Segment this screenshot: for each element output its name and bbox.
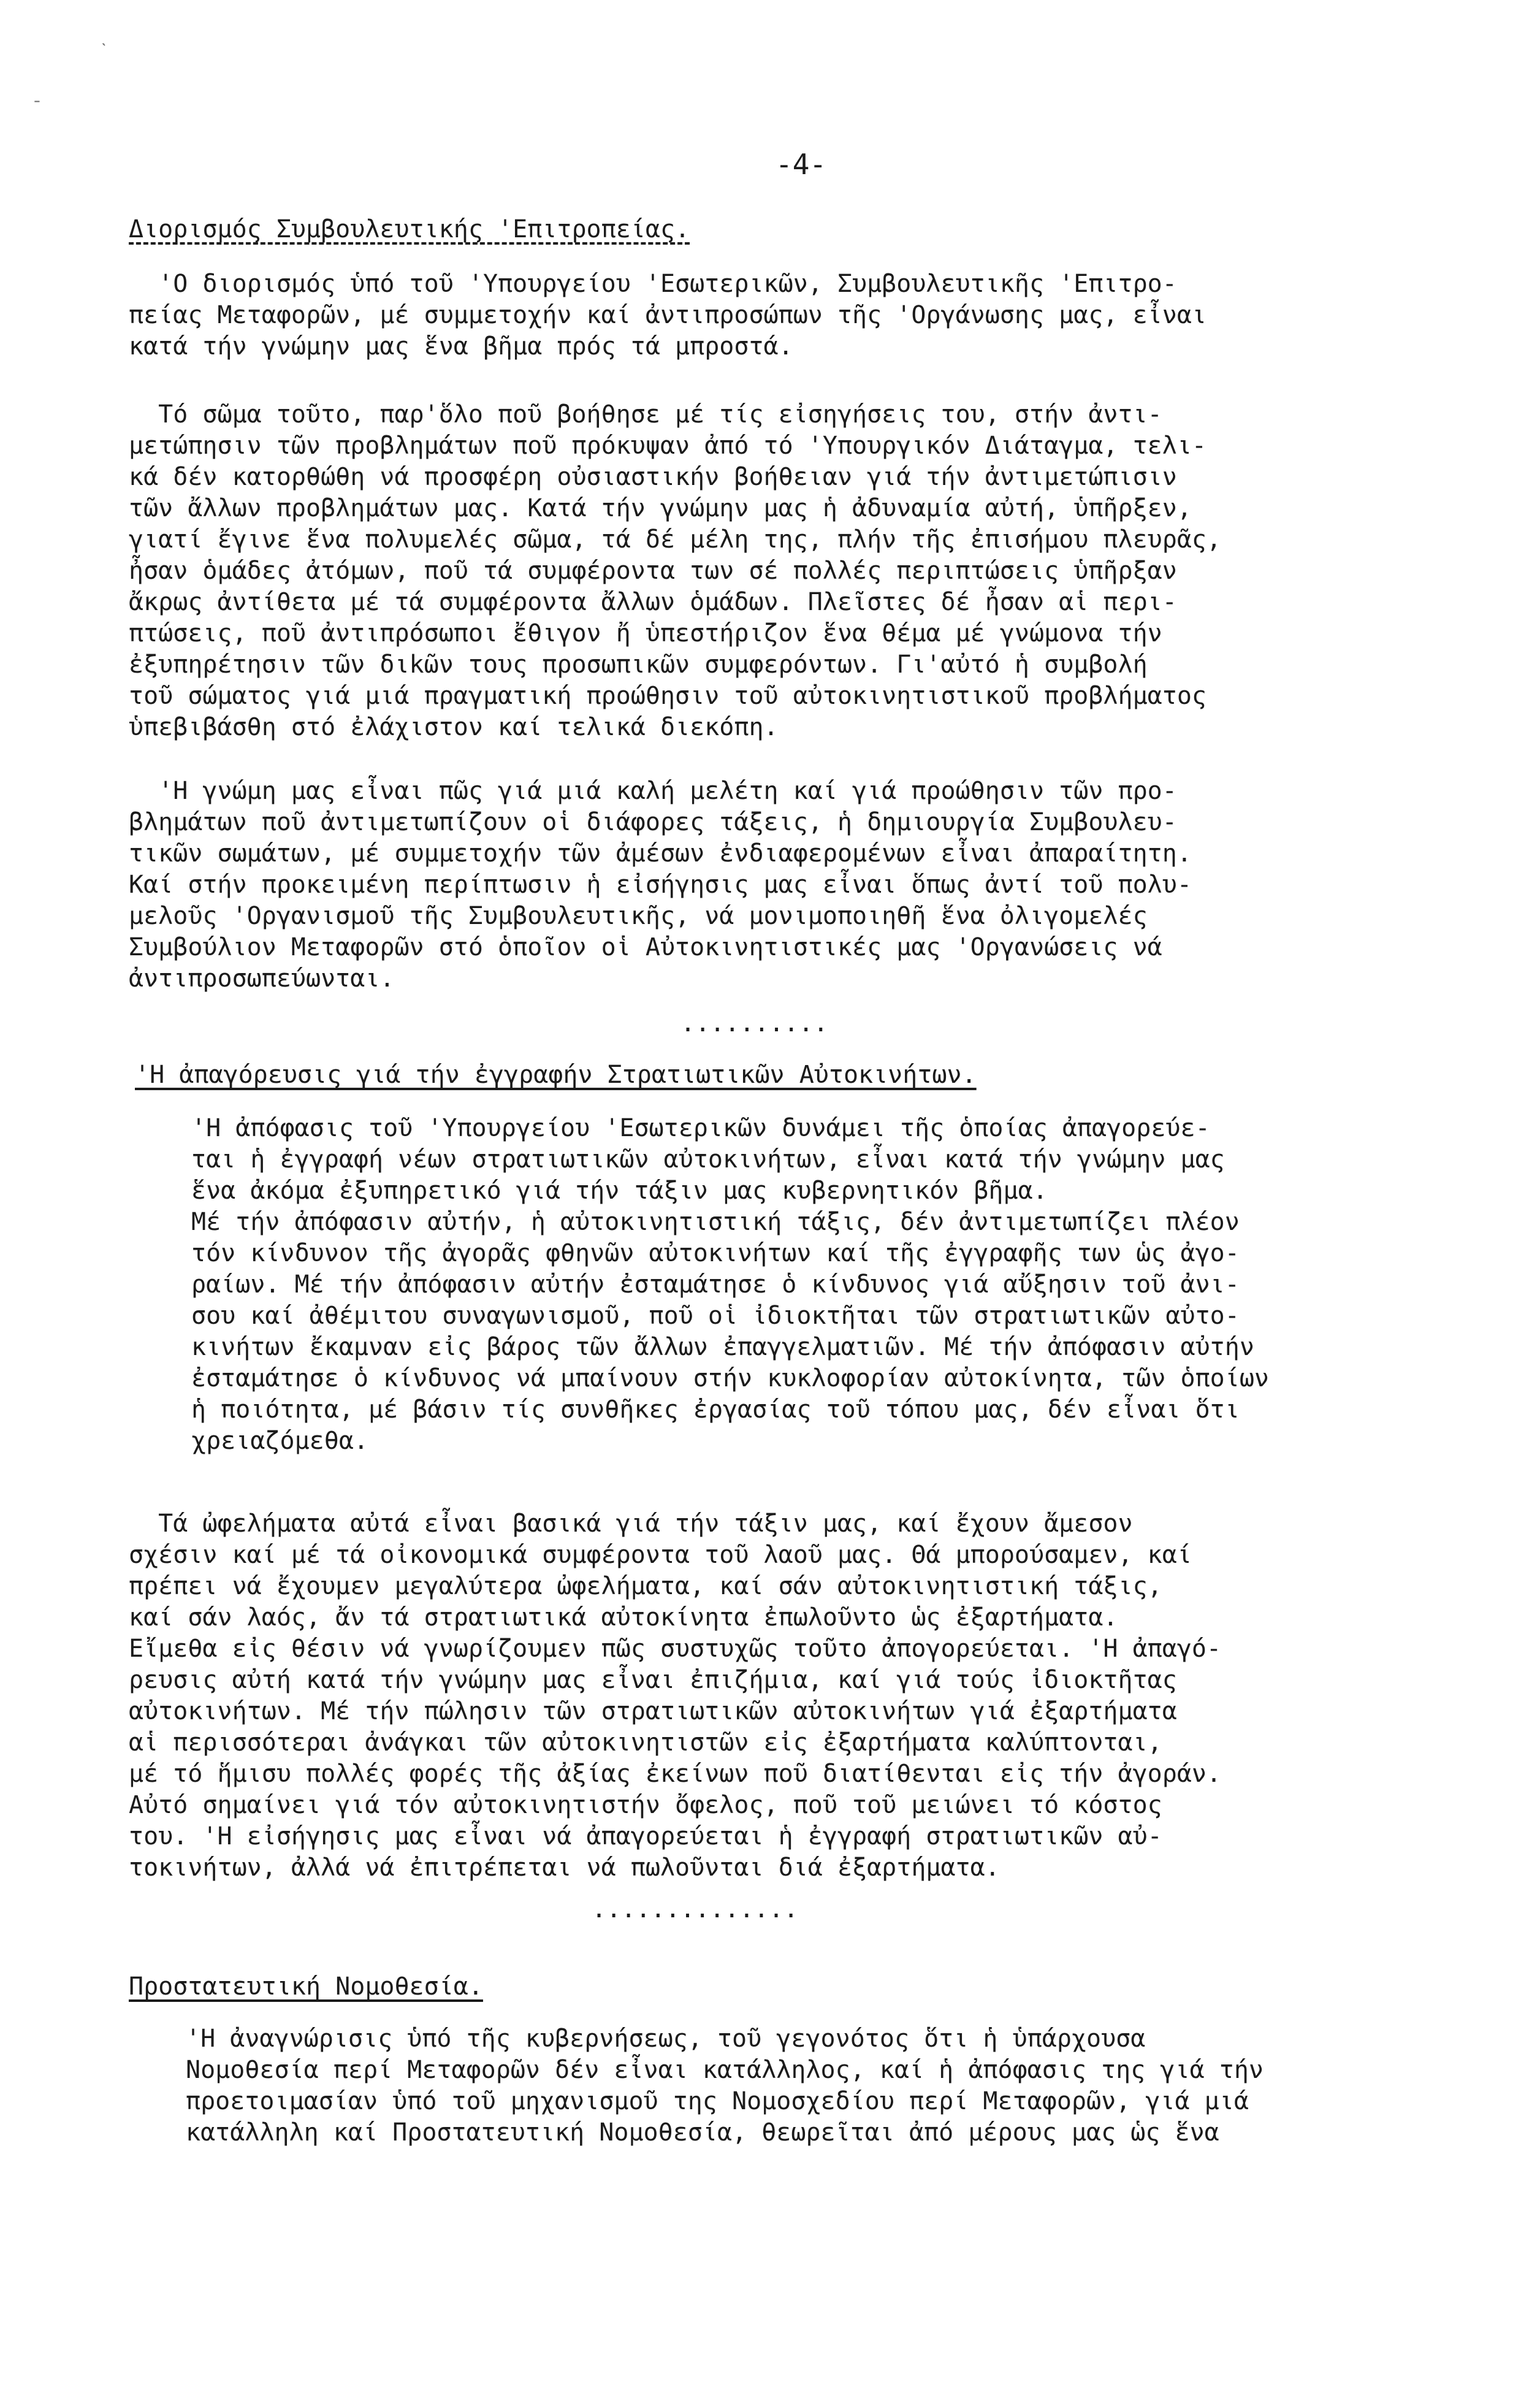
paragraph: 'Η ἀπόφασις τοῦ 'Υπουργείου 'Εσωτερικῶν δυνάμει τῆς ὁποίας ἀπαγορεύε- ται ἡ ἐγγραφή νέων στρατιωτικῶν αὐτοκινήτων, εἶναι κατά τήν γνώμην μας ἕνα ἀκόμα ἐξυπηρετικό γιά τήν τάξιν μας κυβερνητικόν βῆμα. Μέ τήν ἀπόφασιν αὐτήν, ἡ αὐτοκινητιστική τάξις, δέν ἀντιμετωπίζει πλέον τόν κίνδυνον τῆς ἀγορᾶς φθηνῶν αὐτοκινήτων καί τῆς ἐγγραφῆς των ὡς ἀγο- ραίων. Μέ τήν ἀπόφασιν αὐτήν ἐσταμάτησε ὁ κίνδυνος γιά αὔξησιν τοῦ ἀνι- σου καί ἀθέμιτου συναγωνισμοῦ, ποῦ οἱ ἰδιοκτῆται τῶν στρατιωτικῶν αὐτο- κινήτων ἔκαμναν εἰς βάρος τῶν ἄλλων ἐπαγγελματιῶν. Μέ τήν ἀπόφασιν αὐτήν ἐσταμάτησε ὁ κίνδυνος νά μπαίνουν στήν κυκλοφορίαν αὐτοκίνητα, τῶν ὁποίων ἡ ποιότητα, μέ βάσιν τίς συνθῆκες ἐργασίας τοῦ τόπου μας, δέν εἶναι ὅτι χρειαζόμεθα. [191,1114,1269,1455]
scan-mark: ˋ [99,40,110,60]
paragraph: 'Η ἀναγνώρισις ὑπό τῆς κυβερνήσεως, τοῦ γεγονότος ὅτι ἡ ὑπάρχουσα Νομοθεσία περί Μεταφορῶν δέν εἶναι κατάλληλος, καί ἡ ἀπόφασις της γιά τήν προετοιμασίαν ὑπό τοῦ μηχανισμοῦ της Νομοσχεδίου περί Μεταφορῶν, γιά μιά κατάλληλη καί Προστατευτική Νομοθεσία, θεωρεῖται ἀπό μέρους μας ὡς ἕνα [186,2025,1264,2147]
section-heading: Διορισμός Συμβουλευτικής 'Επιτροπείας. [129,215,690,243]
scan-mark: ˉ [32,97,42,118]
paragraph: 'Η γνώμη μας εἶναι πῶς γιά μιά καλή μελέτη καί γιά προώθησιν τῶν προ- βλημάτων ποῦ ἀντιμετωπίζουν οἱ διάφορες τάξεις, ἡ δημιουργία Συμβουλευ- τικῶν σωμάτων, μέ συμμετοχήν τῶν ἀμέσων ἐνδιαφερομένων εἶναι ἀπαραίτητη. Καί στήν προκειμένη περίπτωσιν ἡ εἰσήγησις μας εἶναι ὅπως ἀντί τοῦ πολυ- μελοῦς 'Οργανισμοῦ τῆς Συμβουλευτικῆς, νά μονιμοποιηθῆ ἕνα ὀλιγομελές Συμβούλιον Μεταφορῶν στό ὁποῖον οἱ Αὐτοκινητιστικές μας 'Οργανώσεις νά ἀντιπροσωπεύωνται. [129,777,1192,993]
paragraph: 'Ο διορισμός ὑπό τοῦ 'Υπουργείου 'Εσωτερικῶν, Συμβουλευτικῆς 'Επιτρο- πείας Μεταφορῶν, μέ συμμετοχήν καί ἀντιπροσώπων τῆς 'Οργάνωσης μας, εἶναι κατά τήν γνώμην μας ἕνα βῆμα πρός τά μπροστά. [129,270,1206,361]
section-separator: .............. [592,1895,799,1923]
section-separator: .......... [680,1009,828,1037]
section-heading: 'Η ἀπαγόρευσις γιά τήν ἐγγραφήν Στρατιωτικῶν Αὐτοκινήτων. [135,1061,977,1089]
paragraph: Τό σῶμα τοῦτο, παρ'ὅλο ποῦ βοήθησε μέ τίς εἰσηγήσεις του, στήν ἀντι- μετώπησιν τῶν προβλημάτων ποῦ πρόκυψαν ἀπό τό 'Υπουργικόν Διάταγμα, τελι- κά δέν κατορθώθη νά προσφέρη οὐσιαστικήν βοήθειαν γιά τήν ἀντιμετώπισιν τῶν ἄλλων προβλημάτων μας. Κατά τήν γνώμην μας ἡ ἀδυναμία αὐτή, ὑπῆρξεν, γιατί ἔγινε ἕνα πολυμελές σῶμα, τά δέ μέλη της, πλήν τῆς ἐπισήμου πλευρᾶς, ἦσαν ὁμάδες ἀτόμων, ποῦ τά συμφέροντα των σέ πολλές περιπτώσεις ὑπῆρξαν ἄκρως ἀντίθετα μέ τά συμφέροντα ἄλλων ὁμάδων. Πλεῖστες δέ ἦσαν αἱ περι- πτώσεις, ποῦ ἀντιπρόσωποι ἔθιγον ἤ ὑπεστήριζον ἕνα θέμα μέ γνώμονα τήν ἐξυπηρέτησιν τῶν διkῶν τους προσωπικῶν συμφερόντων. Γι'αὐτό ἡ συμβολή τοῦ σώματος γιά μιά πραγματική προώθησιν τοῦ αὐτοκινητιστικοῦ προβλήματος ὑπεβιβάσθη στό ἐλάχιστον καί τελικά διεκόπη. [129,400,1222,741]
page-number: -4- [776,148,827,181]
paragraph: Τά ὠφελήματα αὐτά εἶναι βασικά γιά τήν τάξιν μας, καί ἔχουν ἄμεσον σχέσιν καί μέ τά οἰκονομικά συμφέροντα τοῦ λαοῦ μας. Θά μπορούσαμεν, καί πρέπει νά ἔχουμεν μεγαλύτερα ὠφελήματα, καί σάν αὐτοκινητιστική τάξις, καί σάν λαός, ἄν τά στρατιωτικά αὐτοκίνητα ἐπωλοῦντο ὡς ἐξαρτήματα. Εἴμεθα εἰς θέσιν νά γνωρίζουμεν πῶς συστυχῶς τοῦτο ἀπογορεύεται. 'Η ἀπαγό- ρευσις αὐτή κατά τήν γνώμην μας εἶναι ἐπιζήμια, καί γιά τούς ἰδιοκτῆτας αὐτοκινήτων. Μέ τήν πώλησιν τῶν στρατιωτικῶν αὐτοκινήτων γιά ἐξαρτήματα αἱ περισσότεραι ἀνάγκαι τῶν αὐτοκινητιστῶν εἰς ἐξαρτήματα καλύπτονται, μέ τό ἥμισυ πολλές φορές τῆς ἀξίας ἐκείνων ποῦ διατίθενται εἰς τήν ἀγοράν. Αὐτό σημαίνει γιά τόν αὐτοκινητιστήν ὄφελος, ποῦ τοῦ μειώνει τό κόστος του. 'Η εἰσήγησις μας εἶναι νά ἀπαγορεύεται ἡ ἐγγραφή στρατιωτικῶν αὐ- τοκινήτων, ἀλλά νά ἐπιτρέπεται νά πωλοῦνται διά ἐξαρτήματα. [129,1510,1222,1882]
section-heading: Προστατευτική Νομοθεσία. [129,1972,483,2001]
